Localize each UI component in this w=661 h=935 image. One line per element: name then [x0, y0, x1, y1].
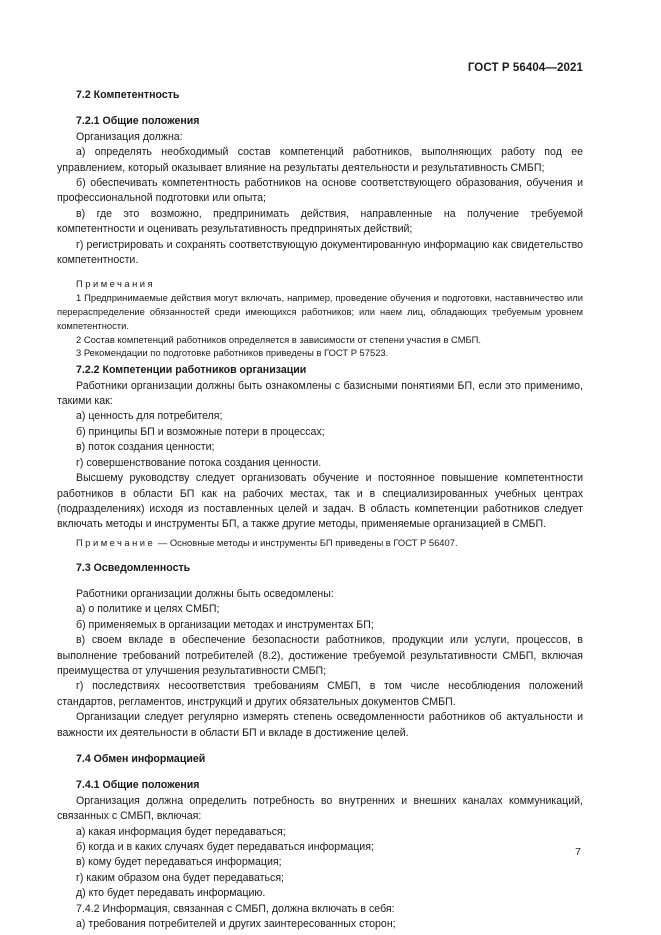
note [57, 536, 583, 550]
section-7-2-1-heading: 7.2.1 Общие положения [76, 115, 200, 128]
note-label: Примечание [76, 536, 156, 548]
list-item: а) какая информация будет передаваться; [76, 825, 286, 838]
list-item: в) поток создания ценности; [76, 441, 215, 454]
note: 2 Состав компетенций работников определяется в зависимости от степени участия в СМБП. [76, 333, 482, 345]
list-item: г) регистрировать и сохранять соответствующую документированную информацию как свидетельство компетентности. [57, 238, 583, 267]
note-text: — Основные методы и инструменты БП приведены в ГОСТ Р 56407. [155, 536, 458, 548]
list-item: б) принципы БП и возможные потери в процессах; [76, 425, 325, 438]
list-item: а) определять необходимый состав компетенций работников, выполняющих работу под ее управлением, который оказывает влияние на результаты деятельности и результативность СМБП; [57, 146, 583, 174]
section-7-2-heading: 7.2 Компетентность [76, 89, 180, 101]
paragraph: Работники организации должны быть ознакомлены с базисными понятиями БП, если это применимо, такими как: [57, 379, 583, 408]
page-body [57, 88, 583, 932]
note: 1 Предпринимаемые действия могут включать, например, проведение обучения и подготовки, наставничество или перераспределение обязанностей среди имеющихся работников; или наем лиц, обладающих требуемым уровнем компетентности. [57, 292, 583, 331]
notes-label: Примечания [76, 278, 156, 290]
list-item: б) когда и в каких случаях будет передаваться информация; [76, 841, 374, 854]
list-item: а) требования потребителей и других заинтересованных сторон; [76, 918, 396, 931]
section-7-4-2-paragraph: 7.4.2 Информация, связанная с СМБП, должна включать в себя: [76, 902, 395, 915]
paragraph: Организация должна определить потребность во внутренних и внешних каналах коммуникаций, связанных с СМБП, включая: [57, 794, 583, 823]
list-item: г) совершенствование потока создания ценности. [76, 456, 322, 469]
document-header: ГОСТ Р 56404—2021 [467, 62, 583, 74]
section-7-4-heading: 7.4 Обмен информацией [76, 752, 206, 765]
list-item: в) своем вкладе в обеспечение безопасности работников, продукции или услуги, процессов, в выполнение требований потребителей (8.2), достижение требуемой результативности СМБП, включая преимущества от улучшения результативности СМБП; [57, 634, 583, 677]
list-item: б) обеспечивать компетентность работников на основе соответствующего образования, обучения и профессиональной подготовки или опыта; [57, 177, 583, 205]
paragraph: Организации следует регулярно измерять степень осведомленности работников об актуальности и важности их деятельности в области БП и вкладе в достижение целей. [57, 711, 583, 739]
list-item: г) каким образом она будет передаваться; [76, 871, 284, 884]
list-item: в) где это возможно, предпринимать действия, направленные на получение требуемой компетентности и оценивать результативность предпринятых действий; [57, 207, 583, 236]
list-item: а) ценность для потребителя; [76, 410, 223, 423]
section-7-4-1-heading: 7.4.1 Общие положения [76, 779, 200, 792]
list-item: г) последствиях несоответствия требованиям СМБП, в том числе несоблюдения положений стандартов, регламентов, инструкций и других обязательных документов СМБП. [57, 680, 583, 708]
list-item: в) кому будет передаваться информация; [76, 856, 282, 869]
section-7-2-2-heading: 7.2.2 Компетенции работников организации [76, 364, 307, 377]
paragraph: Работники организации должны быть осведомлены: [76, 587, 334, 600]
section-7-3-heading: 7.3 Осведомленность [76, 561, 191, 574]
paragraph: Организация должна: [76, 130, 183, 143]
list-item: д) кто будет передавать информацию. [76, 887, 266, 900]
list-item: а) о политике и целях СМБП; [76, 603, 220, 616]
paragraph: Высшему руководству следует организовать обучение и постоянное повышение компетентности работников в области БП как на рабочих местах, так и в специализированных учебных центрах (подразделениях) исходя из поставленных целей и задач. В область компетенции работников следует включать методы и инструменты БП, а также другие методы, применяемые организацией в СМБП. [57, 472, 583, 531]
note: 3 Рекомендации по подготовке работников приведены в ГОСТ Р 57523. [76, 347, 389, 359]
list-item: б) применяемых в организации методах и инструментах БП; [76, 618, 374, 631]
page-number: 7 [575, 846, 581, 858]
